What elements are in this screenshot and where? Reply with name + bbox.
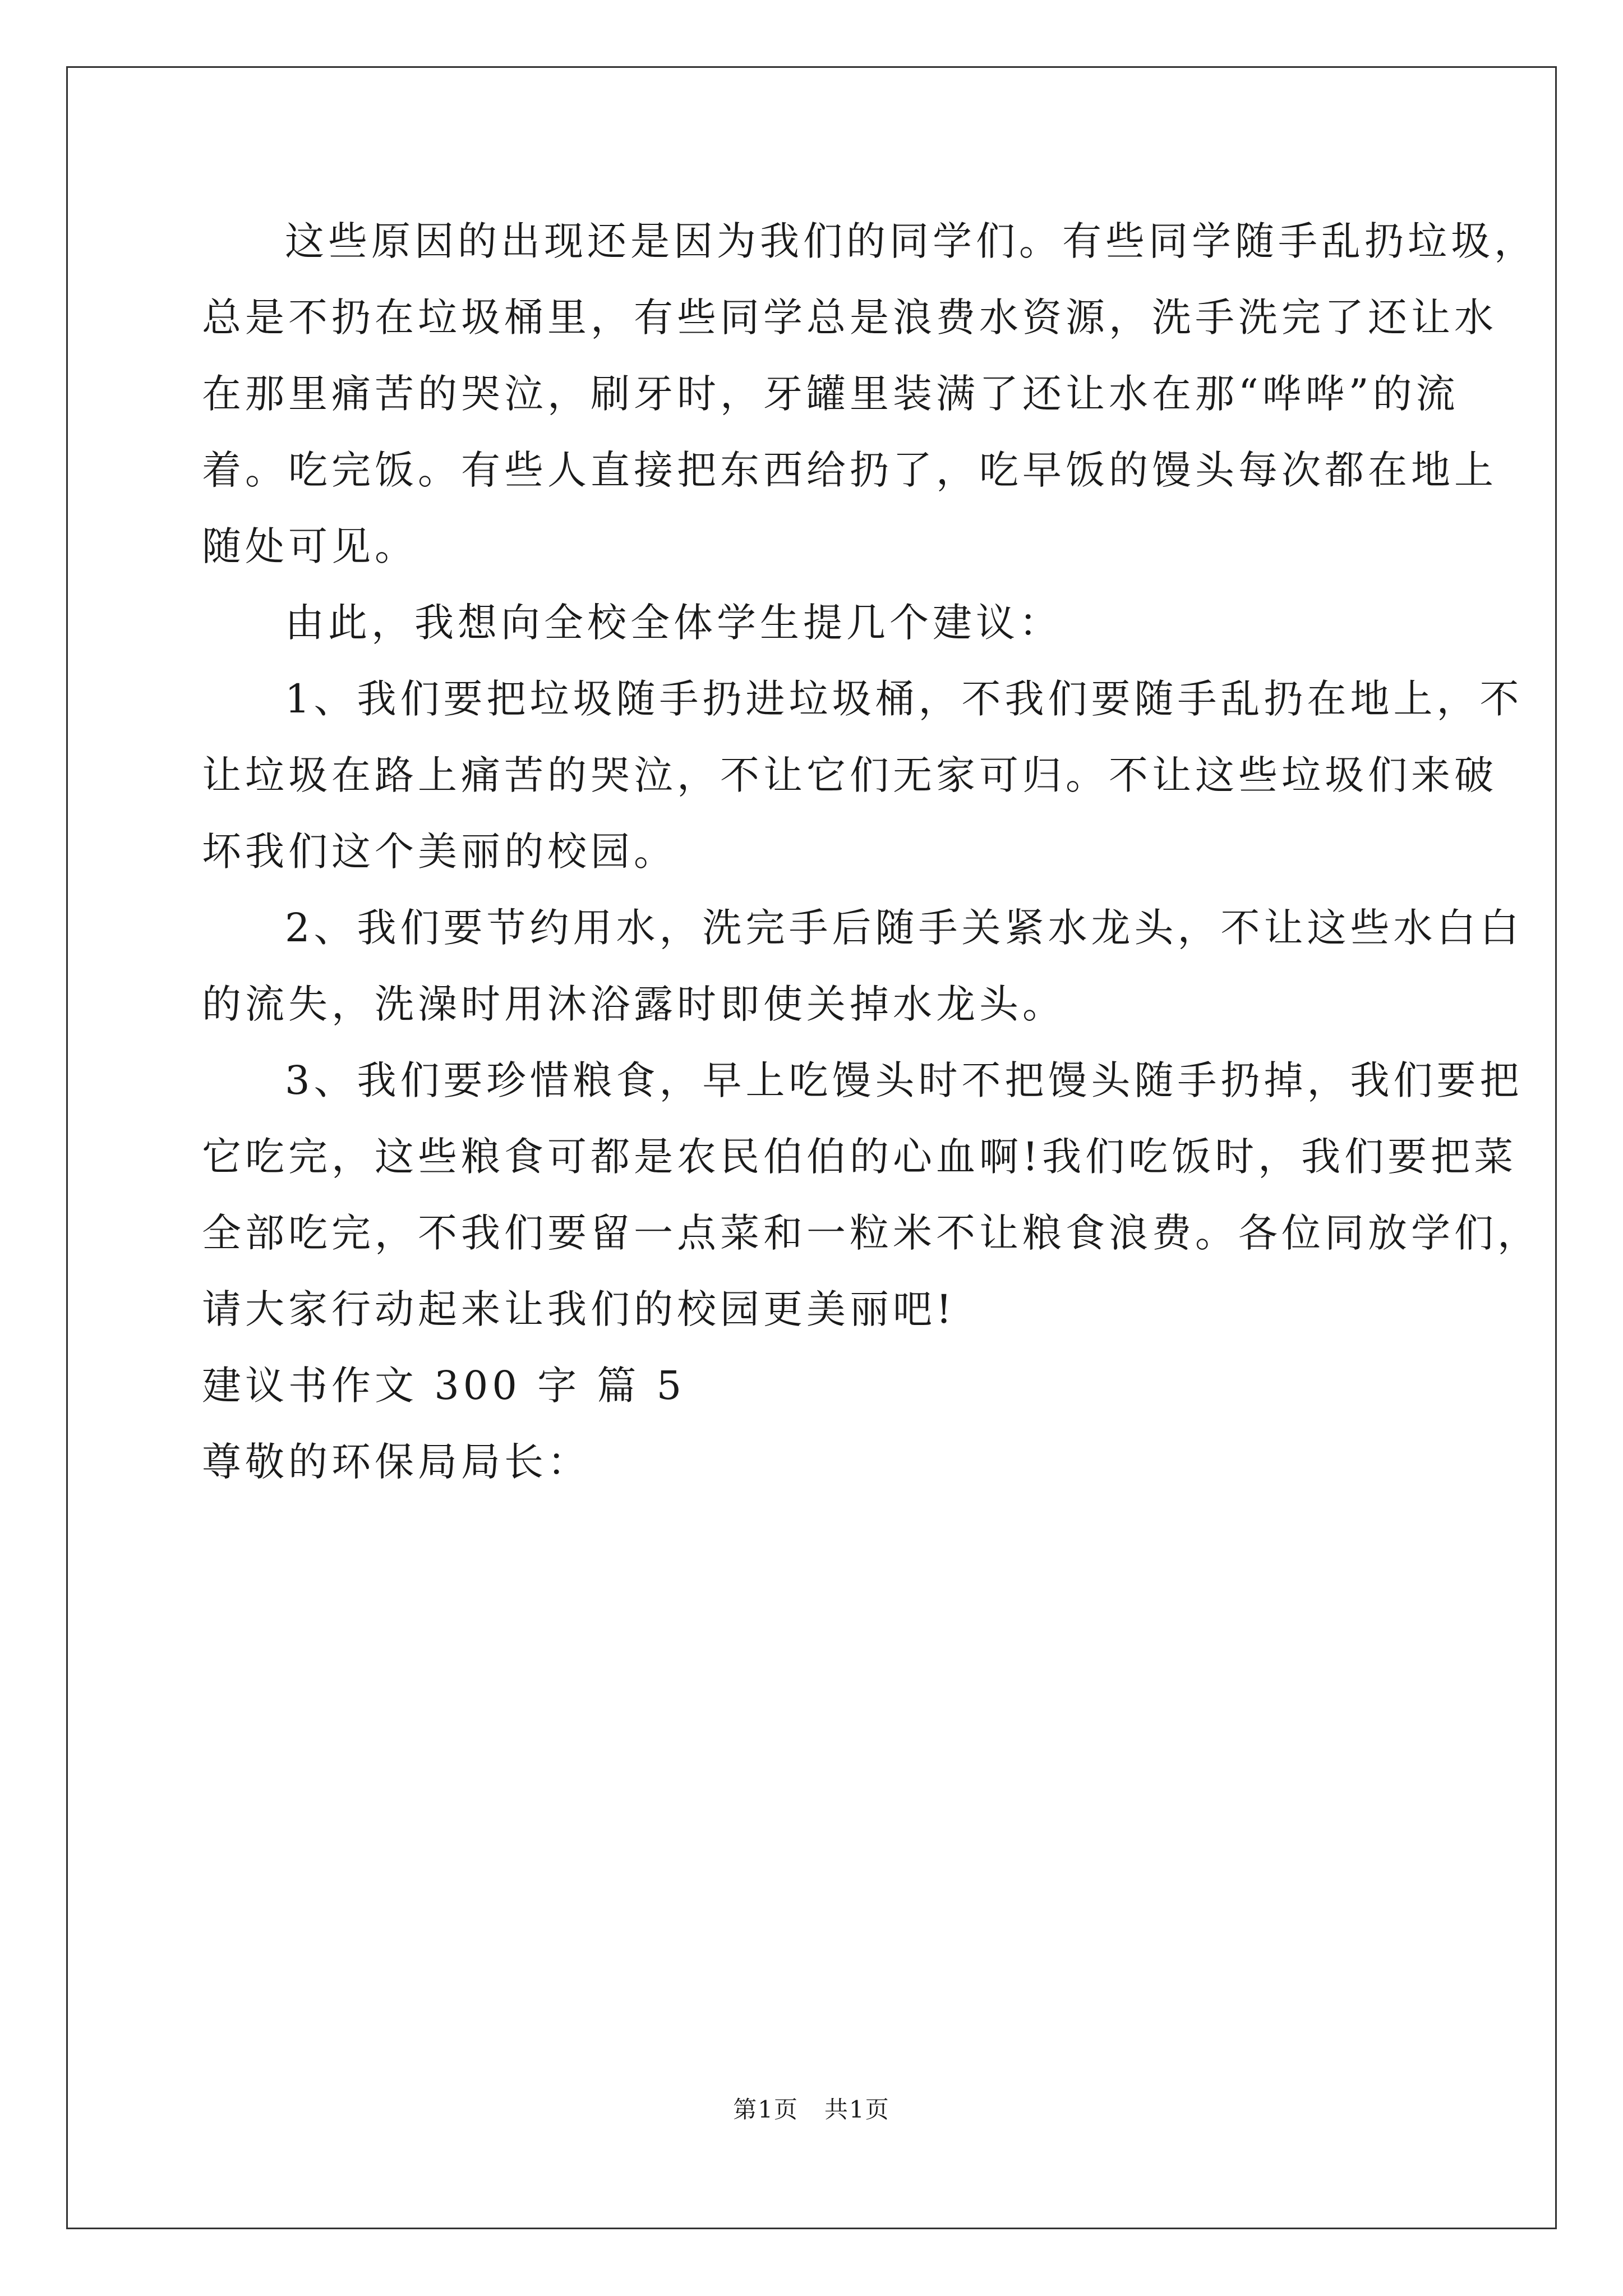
page-footer bbox=[0, 2091, 1623, 2125]
paragraph-line: 让垃圾在路上痛苦的哭泣，不让它们无家可归。不让这些垃圾们来破 bbox=[202, 752, 1497, 798]
paragraph-line: 1、我们要把垃圾随手扔进垃圾桶，不我们要随手乱扔在地上，不 bbox=[285, 676, 1523, 722]
paragraph-line: 2、我们要节约用水，洗完手后随手关紧水龙头，不让这些水白白 bbox=[285, 905, 1523, 951]
paragraph-line: 着。吃完饭。有些人直接把东西给扔了，吃早饭的馒头每次都在地上 bbox=[202, 447, 1497, 493]
paragraph-line: 请大家行动起来让我们的校园更美丽吧! bbox=[202, 1286, 956, 1332]
paragraph-line: 3、我们要珍惜粮食，早上吃馒头时不把馒头随手扔掉，我们要把 bbox=[285, 1057, 1523, 1103]
page-total: 共1页 bbox=[824, 2096, 890, 2123]
paragraph-line: 由此，我想向全校全体学生提几个建议： bbox=[285, 600, 1062, 646]
paragraph-line: 的流失，洗澡时用沐浴露时即使关掉水龙头。 bbox=[202, 981, 1066, 1027]
section-heading: 建议书作文 300 字 篇 5 bbox=[202, 1363, 686, 1409]
paragraph-line: 这些原因的出现还是因为我们的同学们。有些同学随手乱扔垃圾， bbox=[285, 218, 1537, 264]
paragraph-line: 随处可见。 bbox=[202, 523, 418, 569]
page-number: 第1页 bbox=[733, 2096, 799, 2123]
paragraph-line: 在那里痛苦的哭泣，刷牙时，牙罐里装满了还让水在那“哗哗”的流 bbox=[202, 371, 1459, 417]
paragraph-line: 总是不扔在垃圾桶里，有些同学总是浪费水资源，洗手洗完了还让水 bbox=[202, 295, 1497, 341]
paragraph-line: 全部吃完，不我们要留一点菜和一粒米不让粮食浪费。各位同放学们， bbox=[202, 1210, 1541, 1256]
paragraph-line: 坏我们这个美丽的校园。 bbox=[202, 829, 677, 875]
paragraph-line: 它吃完，这些粮食可都是农民伯伯的心血啊!我们吃饭时，我们要把菜 bbox=[202, 1134, 1518, 1180]
salutation-line: 尊敬的环保局局长： bbox=[202, 1439, 591, 1485]
